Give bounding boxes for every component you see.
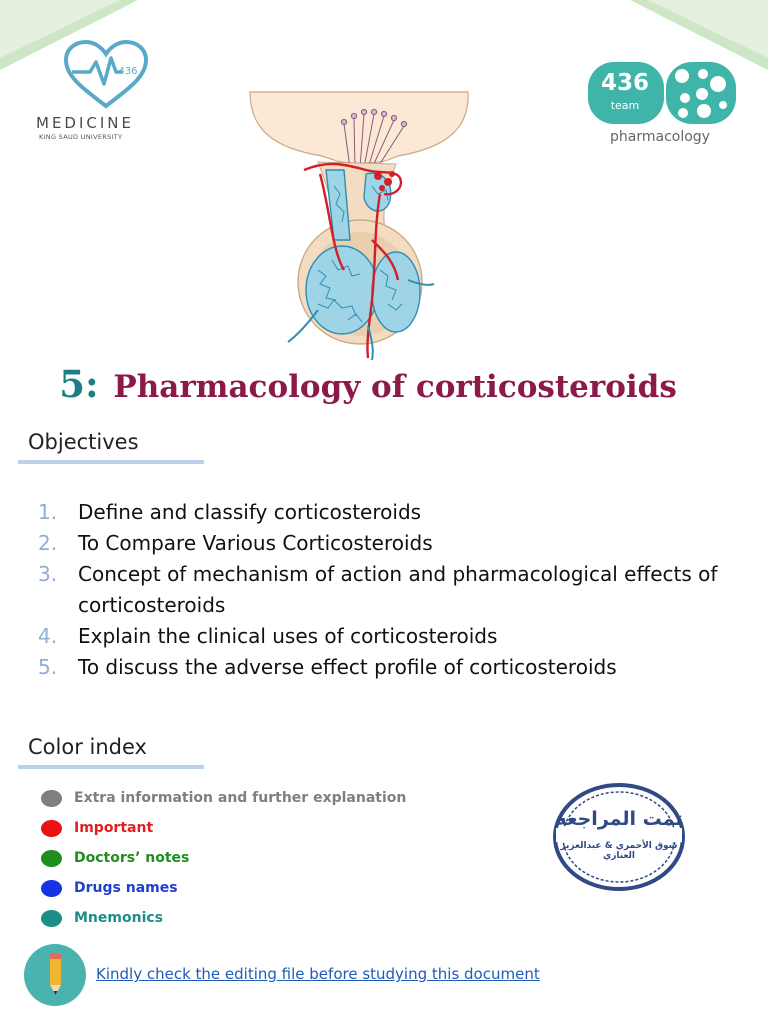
color-index-legend: [41, 787, 481, 937]
objectives-underline: [18, 460, 204, 464]
objective-item: [38, 559, 728, 621]
objective-text: To discuss the adverse effect profile of corticosteroids: [78, 655, 617, 679]
color-dot-icon: [41, 850, 62, 867]
color-index-label: Important: [74, 820, 154, 836]
pencil-icon: [23, 943, 87, 1007]
color-index-underline: [18, 765, 204, 769]
badge-team-label: team: [610, 99, 640, 112]
objective-item: [38, 621, 728, 652]
editing-file-link[interactable]: Kindly check the editing file before studying this document: [96, 965, 540, 983]
medicine-logo: [34, 40, 179, 141]
objective-text: Explain the clinical uses of corticosteroids: [78, 624, 498, 648]
objective-text: Define and classify corticosteroids: [78, 500, 422, 524]
objective-item: [38, 652, 728, 683]
heart-pulse-icon: [62, 40, 150, 110]
color-dot-icon: [41, 880, 62, 897]
objective-item: [38, 528, 728, 559]
color-dot-icon: [41, 790, 62, 807]
title-number: 5:: [59, 362, 99, 406]
color-index-item: [41, 877, 481, 907]
pituitary-gland-illustration: [248, 90, 473, 360]
color-index-item: [41, 907, 481, 937]
badge-number: 436: [600, 70, 649, 96]
color-index-item: [41, 817, 481, 847]
color-index-item: [41, 787, 481, 817]
review-stamp: [548, 780, 690, 894]
stamp-icon: [548, 780, 690, 894]
color-index-label: Mnemonics: [74, 910, 163, 926]
stamp-line1: تمت المراجعة: [555, 808, 683, 830]
pharmacology-team-logo: [586, 60, 738, 152]
objective-number: 2.: [38, 531, 58, 555]
color-dot-icon: [41, 910, 62, 927]
logo-medicine-text: MEDICINE: [36, 114, 134, 132]
objectives-heading: Objectives: [28, 430, 139, 454]
badge-subject: pharmacology: [610, 129, 710, 145]
objective-number: 5.: [38, 655, 58, 679]
objective-number: 3.: [38, 562, 58, 586]
objective-number: 4.: [38, 624, 58, 648]
objectives-list: [38, 497, 728, 683]
color-index-label: Doctors’ notes: [74, 850, 190, 866]
objective-text: To Compare Various Corticosteroids: [78, 531, 433, 555]
stamp-line2: شوق الأحمري & عبدالعزيز العنازي: [560, 841, 678, 861]
color-index-heading: Color index: [28, 735, 147, 759]
page-title: [0, 362, 736, 406]
color-dot-icon: [41, 820, 62, 837]
color-index-item: [41, 847, 481, 877]
color-index-label: Extra information and further explanation: [74, 790, 407, 806]
objective-item: [38, 497, 728, 528]
objective-number: 1.: [38, 500, 58, 524]
objective-text: Concept of mechanism of action and pharmacological effects of corticosteroids: [78, 562, 718, 617]
color-index-label: Drugs names: [74, 880, 178, 896]
logo-university-text: KING SAUD UNIVERSITY: [39, 133, 123, 141]
title-text: Pharmacology of corticosteroids: [113, 369, 677, 405]
svg-text:436: 436: [118, 66, 138, 77]
